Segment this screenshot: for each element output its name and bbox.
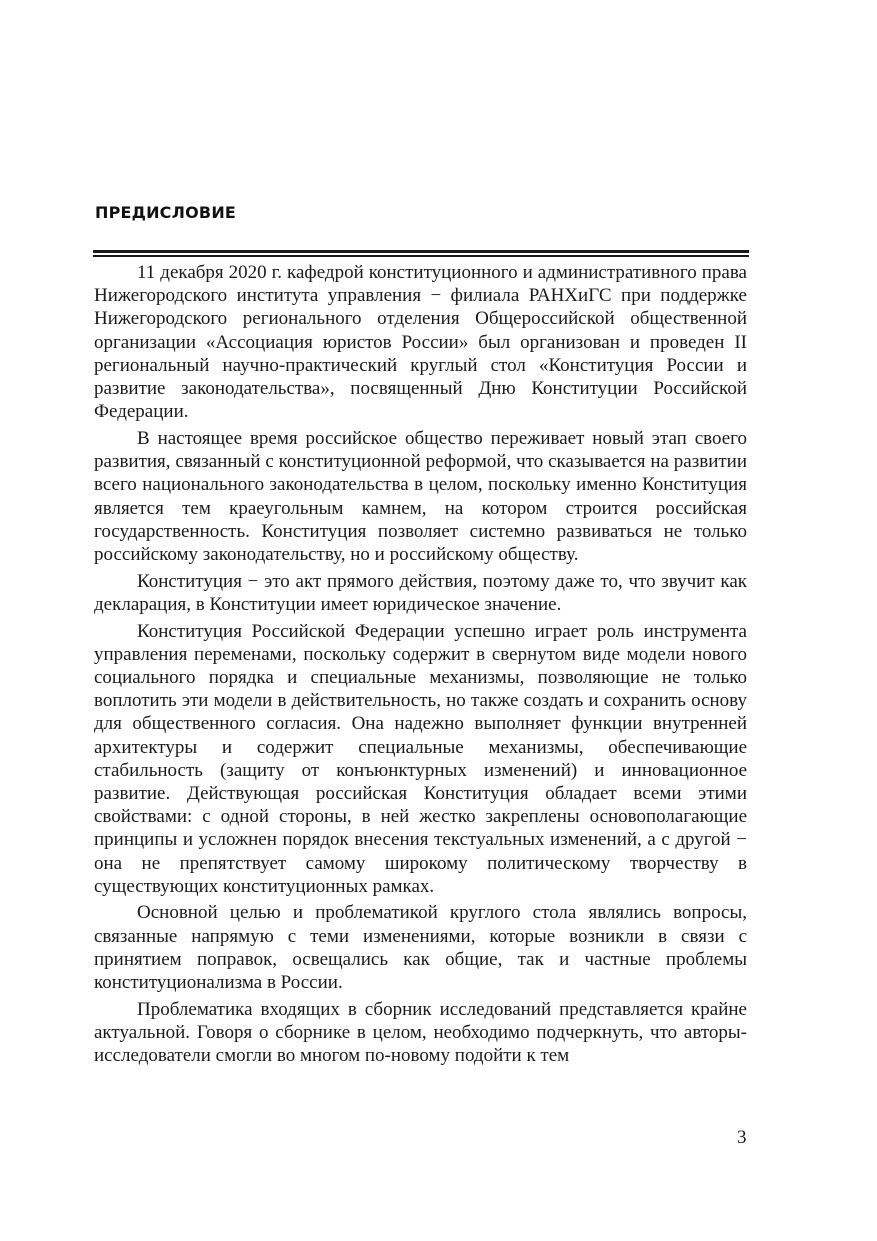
paragraph-1: 11 декабря 2020 г. кафедрой конституционного и административного права Нижегородского института управления − филиала РАНХиГС при поддержке Нижегородского регионального отделения Общероссийской общественной организации «Ассоциация юристов России» был организован и проведен II региональный научно-практический круглый стол «Конституция России и развитие законодательства», посвященный Дню Конституции Российской Федерации.: [94, 262, 747, 423]
section-heading: ПРЕДИСЛОВИЕ: [95, 203, 237, 222]
rule-thin-line: [93, 255, 749, 257]
paragraph-4: Конституция Российской Федерации успешно играет роль инструмента управления переменами, поскольку содержит в свернутом виде модели нового социального порядка и специальные механизмы, позволяющие не только воплотить эти модели в действительность, но также создать и сохранить основу для общественного согласия. Она надежно выполняет функции внутренней архитектуры и содержит специальные механизмы, обеспечивающие стабильность (защиту от конъюнктурных изменений) и инновационное развитие. Действующая российская Конституция обладает всеми этими свойствами: с одной стороны, в ней жестко закреплены основополагающие принципы и усложнен порядок внесения текстуальных изменений, а с другой − она не препятствует самому широкому политическому творчеству в существующих конституционных рамках.: [94, 620, 747, 897]
body-text: [94, 261, 747, 1071]
rule-thick-line: [93, 250, 749, 253]
heading-double-rule: [93, 250, 749, 257]
page-number: 3: [737, 1127, 747, 1148]
paragraph-3: Конституция − это акт прямого действия, поэтому даже то, что звучит как декларация, в Конституции имеет юридическое значение.: [94, 570, 747, 615]
paragraph-5: Основной целью и проблематикой круглого стола являлись вопросы, связанные напрямую с теми изменениями, которые возникли в связи с принятием поправок, освещались как общие, так и частные проблемы конституционализма в России.: [94, 902, 747, 994]
paragraph-2: В настоящее время российское общество переживает новый этап своего развития, связанный с конституционной реформой, что сказывается на развитии всего национального законодательства в целом, поскольку именно Конституция является тем краеугольным камнем, на котором строится российская государственность. Конституция позволяет системно развиваться не только российскому законодательству, но и российскому обществу.: [94, 427, 747, 565]
paragraph-6: Проблематика входящих в сборник исследований представляется крайне актуальной. Говоря о сборнике в целом, необходимо подчеркнуть, что авторы-исследователи смогли во многом по-новому подойти к тем: [94, 998, 747, 1067]
